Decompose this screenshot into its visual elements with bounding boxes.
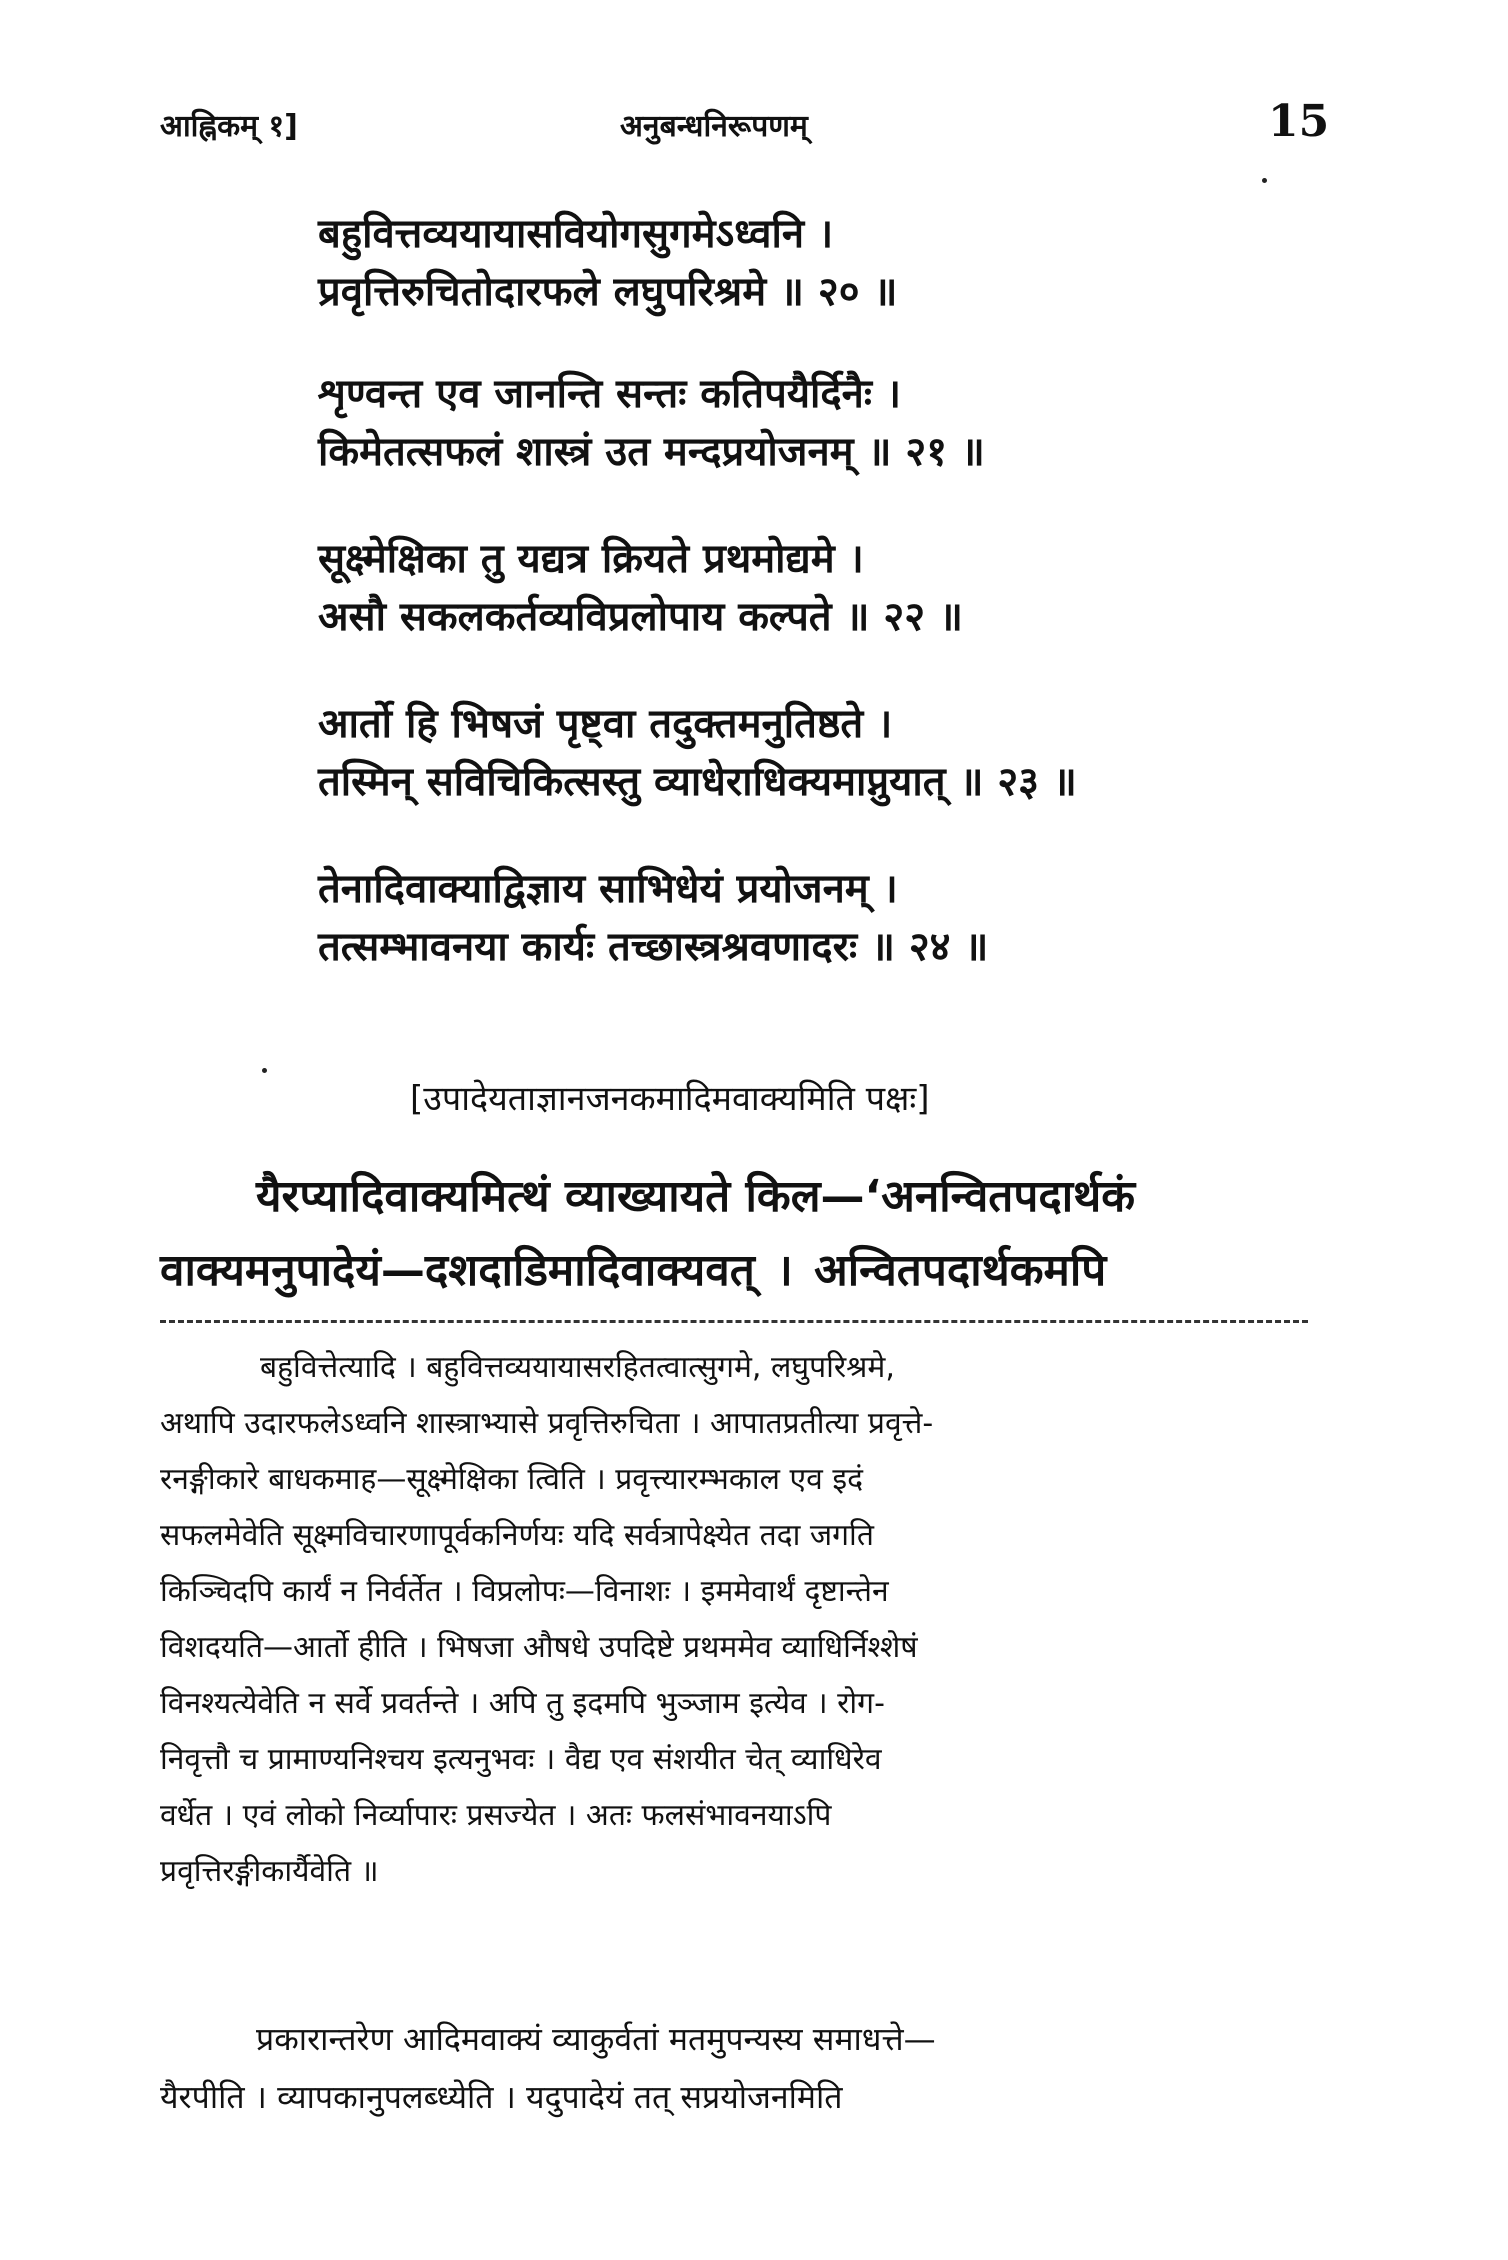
running-header-title: अनुबन्धनिरूपणम् [620, 109, 808, 144]
verse-line: बहुवित्तव्ययायासवियोगसुगमेऽध्वनि । [318, 211, 834, 257]
commentary-line: किञ्चिदपि कार्यं न निर्वर्तेत । विप्रलोपः—विनाशः । इममेवार्थं दृष्टान्तेन [160, 1574, 889, 1609]
commentary-line: निवृत्तौ च प्रामाण्यनिश्चय इत्यनुभवः । वैद्य एव संशयीत चेत् व्याधिरेव [160, 1742, 882, 1777]
verse-20 [318, 205, 1358, 321]
footnote-divider [160, 1320, 1308, 1323]
print-speck [1262, 178, 1267, 183]
commentary-line: रनङ्गीकारे बाधकमाह—सूक्ष्मेक्षिका त्विति । प्रवृत्त्यारम्भकाल एव इदं [160, 1462, 863, 1497]
section-heading: [उपादेयताज्ञानजनकमादिमवाक्यमिति पक्षः] [410, 1079, 930, 1119]
commentary-line: विनश्यत्येवेति न सर्वे प्रवर्तन्ते । अपि तु इदमपि भुञ्जाम इत्येव । रोग- [160, 1686, 885, 1721]
verse-line: किमेतत्सफलं शास्त्रं उत मन्दप्रयोजनम् ॥ २१ ॥ [318, 429, 985, 475]
verse-23 [318, 695, 1358, 811]
commentary-line: प्रकारान्तरेण आदिमवाक्यं व्याकुर्वतां मतमुपन्यस्य समाधत्ते— [256, 2020, 936, 2058]
verse-24 [318, 860, 1358, 976]
verse-line: सूक्ष्मेक्षिका तु यद्यत्र क्रियते प्रथमोद्यमे । [318, 536, 864, 582]
verse-21 [318, 365, 1358, 481]
main-text-line: वाक्यमनुपादेयं—दशदाडिमादिवाक्यवत् । अन्वितपदार्थकमपि [160, 1245, 1107, 1296]
page-number: 15 [1268, 96, 1330, 147]
commentary-line: सफलमेवेति सूक्ष्मविचारणापूर्वकनिर्णयः यदि सर्वत्रापेक्ष्येत तदा जगति [160, 1518, 874, 1553]
commentary-block [160, 1340, 1320, 1900]
commentary-line: वर्धेत । एवं लोको निर्व्यापारः प्रसज्येत । अतः फलसंभावनयाऽपि [160, 1798, 832, 1833]
commentary-line: प्रवृत्तिरङ्गीकार्यैवेति ॥ [160, 1854, 379, 1889]
verse-22 [318, 530, 1358, 646]
main-text [160, 1160, 1320, 1308]
verse-line: तेनादिवाक्याद्विज्ञाय साभिधेयं प्रयोजनम् । [318, 866, 898, 912]
running-header-left: आह्निकम् १] [160, 109, 298, 144]
verse-line: शृण्वन्त एव जानन्ति सन्तः कतिपयैर्दिनैः । [318, 371, 901, 417]
verse-line: प्रवृत्तिरुचितोदारफले लघुपरिश्रमे ॥ २० ॥ [318, 269, 898, 315]
commentary-line: विशदयति—आर्तो हीति । भिषजा औषधे उपदिष्टे प्रथममेव व्याधिर्निश्शेषं [160, 1630, 918, 1665]
verse-line: असौ सकलकर्तव्यविप्रलोपाय कल्पते ॥ २२ ॥ [318, 594, 963, 640]
commentary-block-2 [160, 2010, 1320, 2126]
commentary-line: यैरपीति । व्यापकानुपलब्ध्येति । यदुपादेयं तत् सप्रयोजनमिति [160, 2078, 843, 2116]
main-text-line: यैरप्यादिवाक्यमित्थं व्याख्यायते किल—‘अनन्वितपदार्थकं [256, 1171, 1136, 1222]
commentary-line: बहुवित्तेत्यादि । बहुवित्तव्ययायासरहितत्वात्सुगमे, लघुपरिश्रमे, [260, 1350, 895, 1385]
verse-line: तत्सम्भावनया कार्यः तच्छास्त्रश्रवणादरः ॥ २४ ॥ [318, 924, 989, 970]
print-speck [262, 1068, 267, 1073]
commentary-line: अथापि उदारफलेऽध्वनि शास्त्राभ्यासे प्रवृत्तिरुचिता । आपातप्रतीत्या प्रवृत्ते- [160, 1406, 934, 1441]
verse-line: आर्तो हि भिषजं पृष्ट्वा तदुक्तमनुतिष्ठते । [318, 701, 893, 747]
verse-line: तस्मिन् सविचिकित्सस्तु व्याधेराधिक्यमाप्नुयात् ॥ २३ ॥ [318, 759, 1077, 805]
